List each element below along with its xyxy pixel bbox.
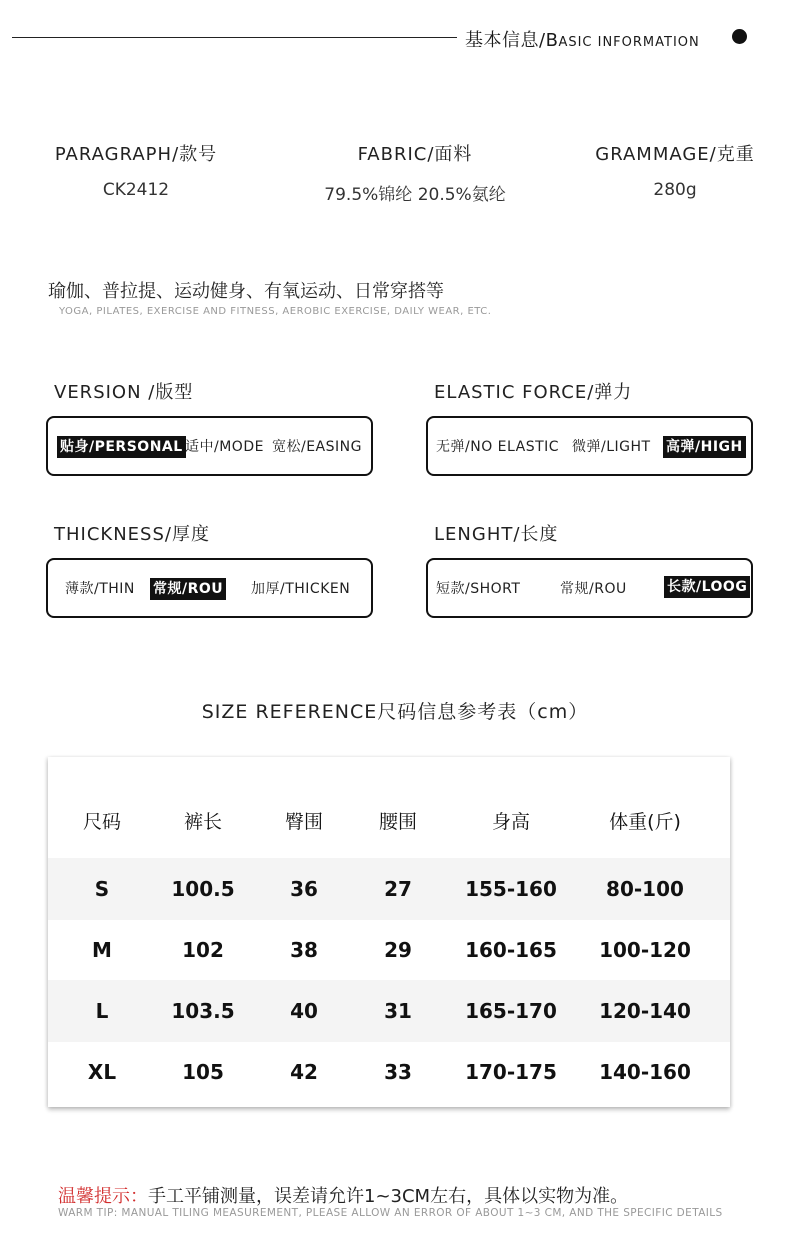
table-cell: 42 <box>290 1060 318 1084</box>
table-header-cell: 体重(斤) <box>609 811 681 833</box>
elastic-title: ELASTIC FORCE/弹力 <box>434 382 633 403</box>
table-cell: S <box>94 877 110 901</box>
table-cell: 103.5 <box>171 999 235 1023</box>
table-cell: 160-165 <box>465 938 557 962</box>
table-cell: 100.5 <box>171 877 235 901</box>
usage-text-cn: 瑜伽、普拉提、运动健身、有氧运动、日常穿搭等 <box>48 281 444 302</box>
table-cell: M <box>92 938 112 962</box>
table-cell: 120-140 <box>599 999 691 1023</box>
table-row <box>48 919 730 981</box>
table-cell: 140-160 <box>599 1060 691 1084</box>
header-title-cn: 基本信息/ <box>465 30 546 51</box>
spec-label: PARAGRAPH/款号 <box>54 144 218 165</box>
thickness-options <box>46 558 373 618</box>
elastic-option-light: 微弹/LIGHT <box>572 439 651 455</box>
table-header-cell: 臀围 <box>284 811 323 833</box>
table-row <box>48 1041 730 1103</box>
version-option-personal: 贴身/PERSONAL <box>57 436 186 458</box>
table-cell: 170-175 <box>465 1060 557 1084</box>
header-dot-icon <box>732 29 747 44</box>
size-table <box>48 757 730 1107</box>
length-option-short: 短款/SHORT <box>436 581 521 597</box>
section-header <box>0 24 790 52</box>
table-header-cell: 腰围 <box>378 811 417 833</box>
table-cell: 102 <box>182 938 224 962</box>
table-cell: XL <box>87 1060 117 1084</box>
warm-tip-label: 温馨提示： <box>58 1186 148 1207</box>
table-cell: 29 <box>384 938 412 962</box>
spec-value: CK2412 <box>102 180 170 200</box>
table-cell: 38 <box>290 938 318 962</box>
table-row <box>48 858 730 920</box>
spec-fabric <box>300 140 530 205</box>
warm-tip-text: 手工平铺测量，误差请允许1~3CM左右，具体以实物为准。 <box>148 1186 629 1207</box>
version-options <box>46 416 373 476</box>
header-rule <box>12 37 457 38</box>
table-cell: 165-170 <box>465 999 557 1023</box>
elastic-option-high: 高弹/HIGH <box>663 436 746 458</box>
version-option-easing: 宽松/EASING <box>272 439 362 455</box>
table-cell: 33 <box>384 1060 412 1084</box>
table-cell: 155-160 <box>465 877 557 901</box>
warm-tip <box>58 1182 628 1208</box>
spec-value: 79.5%锦纶 20.5%氨纶 <box>324 185 506 205</box>
table-cell: 100-120 <box>599 938 691 962</box>
length-options <box>426 558 753 618</box>
thickness-option-rou: 常规/ROU <box>150 578 226 600</box>
spec-value: 280g <box>653 180 697 200</box>
table-cell: 80-100 <box>606 877 684 901</box>
table-header-cell: 身高 <box>491 811 530 833</box>
table-cell: 40 <box>290 999 318 1023</box>
elastic-option-none: 无弹/NO ELASTIC <box>436 439 560 455</box>
length-option-long: 长款/LOOG <box>664 576 750 598</box>
table-cell: L <box>95 999 109 1023</box>
table-header-cell: 裤长 <box>183 811 222 833</box>
table-cell: 27 <box>384 877 412 901</box>
spec-label: FABRIC/面料 <box>357 144 473 165</box>
spec-grammage <box>580 140 770 200</box>
header-title-en-rest: ASIC INFORMATION <box>558 35 700 50</box>
size-table-title: SIZE REFERENCE尺码信息参考表（cm） <box>201 701 589 723</box>
table-row <box>48 980 730 1042</box>
thickness-option-thicken: 加厚/THICKEN <box>251 581 351 597</box>
thickness-option-thin: 薄款/THIN <box>65 581 135 597</box>
length-title: LENGHT/长度 <box>434 524 559 545</box>
table-header-row <box>48 791 730 853</box>
spec-paragraph <box>38 140 234 200</box>
table-header-cell: 尺码 <box>82 811 121 833</box>
table-cell: 31 <box>384 999 412 1023</box>
elastic-options <box>426 416 753 476</box>
version-title: VERSION /版型 <box>54 382 194 403</box>
usage-text-en: YOGA, PILATES, EXERCISE AND FITNESS, AEROBIC EXERCISE, DAILY WEAR, ETC. <box>59 306 492 317</box>
header-title-en-first: B <box>545 30 559 51</box>
length-option-rou: 常规/ROU <box>560 581 627 597</box>
thickness-title: THICKNESS/厚度 <box>54 524 210 545</box>
header-title <box>465 26 700 52</box>
table-cell: 105 <box>182 1060 224 1084</box>
version-option-mode: 适中/MODE <box>185 439 264 455</box>
spec-label: GRAMMAGE/克重 <box>595 144 755 165</box>
warm-tip-en: WARM TIP: MANUAL TILING MEASUREMENT, PLEASE ALLOW AN ERROR OF ABOUT 1~3 CM, AND THE SPECIFIC DETAILS <box>58 1207 723 1219</box>
table-cell: 36 <box>290 877 318 901</box>
